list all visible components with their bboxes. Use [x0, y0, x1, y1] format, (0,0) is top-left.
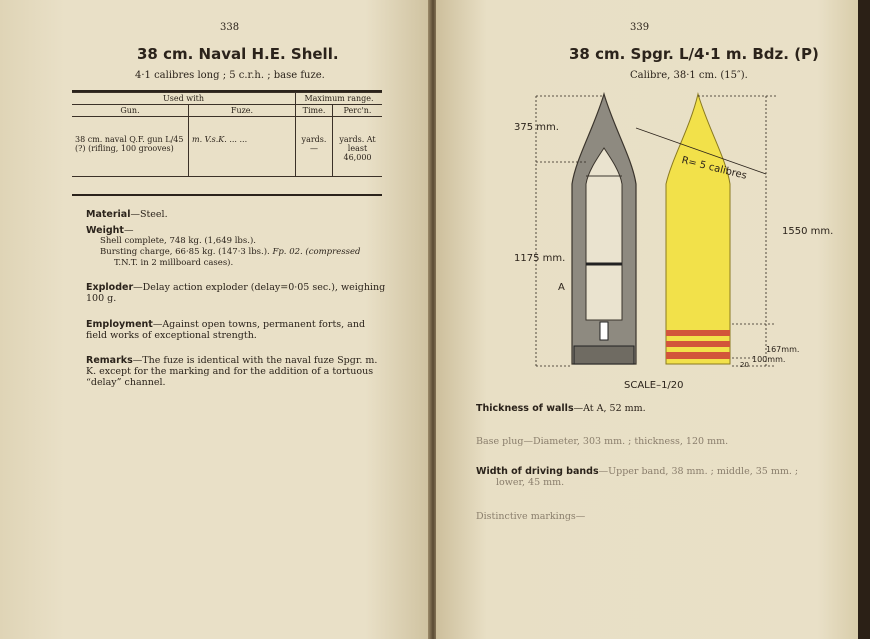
- weight-para: [86, 225, 396, 269]
- bands-para: [476, 466, 846, 488]
- shell-exterior: [666, 94, 730, 364]
- driving-band-lower: [666, 352, 730, 359]
- dim-375: 375 mm.: [514, 122, 559, 133]
- time-value: —: [310, 144, 318, 153]
- page-number: 338: [220, 22, 240, 33]
- driving-band-upper: [666, 330, 730, 336]
- material-para: [86, 209, 386, 220]
- markings-label: Distinctive markings: [476, 511, 576, 522]
- header-max-range: Maximum range.: [296, 93, 383, 105]
- usage-table: [72, 92, 382, 177]
- cell-time: [296, 117, 333, 177]
- base-plug-para: [476, 436, 846, 447]
- fuze-dots: ... ...: [229, 135, 248, 144]
- bands-label: Width of driving bands: [476, 466, 599, 477]
- exploder-text: —Delay action exploder (delay=0·05 sec.), weighing 100 g.: [86, 282, 386, 304]
- weight-line-3: T.N.T. in 2 millboard cases).: [114, 258, 234, 268]
- cell-percn: yards. At least 46,000: [333, 117, 383, 177]
- employment-text: —Against open towns, permanent forts, and field works of exceptional strength.: [86, 319, 366, 341]
- remarks-para: [86, 355, 386, 388]
- header-percn: Perc'n.: [333, 105, 383, 117]
- scale-label: SCALE–1/20: [624, 380, 684, 391]
- left-page: [0, 0, 430, 639]
- bursting-charge: Bursting charge, 66·85 kg. (147·3 lbs.).: [100, 247, 270, 257]
- weight-dash: —: [123, 225, 134, 236]
- label-a: A: [558, 282, 565, 293]
- header-gun: Gun.: [72, 105, 189, 117]
- exploder-para: [86, 282, 386, 304]
- employment-para: [86, 319, 386, 341]
- base-text: —Diameter, 303 mm. ; thickness, 120 mm.: [523, 436, 729, 447]
- remarks-label: Remarks: [86, 355, 133, 366]
- dim-100: 100mm.: [752, 355, 786, 364]
- page-title: 38 cm. Naval H.E. Shell.: [137, 45, 339, 63]
- time-unit: yards.: [301, 135, 327, 144]
- dim-1175: 1175 mm.: [514, 253, 566, 264]
- weight-line-2: [100, 247, 396, 258]
- material-label: Material: [86, 209, 131, 220]
- radius-label: R= 5 calibres: [680, 155, 748, 182]
- book-edge: [858, 0, 870, 639]
- header-fuze: Fuze.: [189, 105, 296, 117]
- bands-text-2: lower, 45 mm.: [496, 477, 565, 488]
- driving-band-middle: [666, 341, 730, 347]
- weight-label: Weight: [86, 225, 124, 236]
- shell-section: [572, 94, 636, 364]
- header-time: Time.: [296, 105, 333, 117]
- dim-167: 167mm.: [766, 345, 800, 354]
- bands-text: —Upper band, 38 mm. ; middle, 35 mm. ;: [598, 466, 799, 477]
- cell-gun: 38 cm. naval Q.F. gun L/45 (?) (rifling, 100 grooves): [72, 117, 189, 177]
- dim-small: 20: [740, 361, 749, 369]
- page-subtitle: 4·1 calibres long ; 5 c.r.h. ; base fuze.: [135, 70, 325, 81]
- header-used-with: Used with: [72, 93, 296, 105]
- markings-para: [476, 511, 846, 522]
- right-page: [436, 0, 860, 639]
- dim-1550: 1550 mm.: [782, 226, 834, 237]
- weight-line-1: Shell complete, 748 kg. (1,649 lbs.).: [100, 236, 256, 246]
- cell-fuze: [189, 117, 296, 177]
- scale-text: SCALE: [624, 380, 657, 391]
- walls-text: —At A, 52 mm.: [573, 403, 646, 414]
- employment-label: Employment: [86, 319, 153, 330]
- charge-type: Fp. 02. (compressed: [272, 247, 361, 257]
- walls-para: [476, 403, 846, 414]
- table-bottom-rule: [72, 194, 382, 196]
- page-subtitle: Calibre, 38·1 cm. (15″).: [630, 70, 748, 81]
- material-text: —Steel.: [130, 209, 168, 220]
- markings-dash: —: [575, 511, 586, 522]
- scale-value: 1/20: [661, 380, 684, 391]
- page-title: 38 cm. Spgr. L/4·1 m. Bdz. (P): [569, 45, 819, 63]
- walls-label: Thickness of walls: [476, 403, 574, 414]
- page-number: 339: [630, 22, 650, 33]
- base-label: Base plug: [476, 436, 524, 447]
- fuze-name: m. V.s.K.: [192, 135, 227, 144]
- remarks-text: —The fuze is identical with the naval fuze Spgr. m. K. except for the marking and for the addition of a tortuous “delay” channel.: [86, 355, 378, 388]
- exploder-label: Exploder: [86, 282, 134, 293]
